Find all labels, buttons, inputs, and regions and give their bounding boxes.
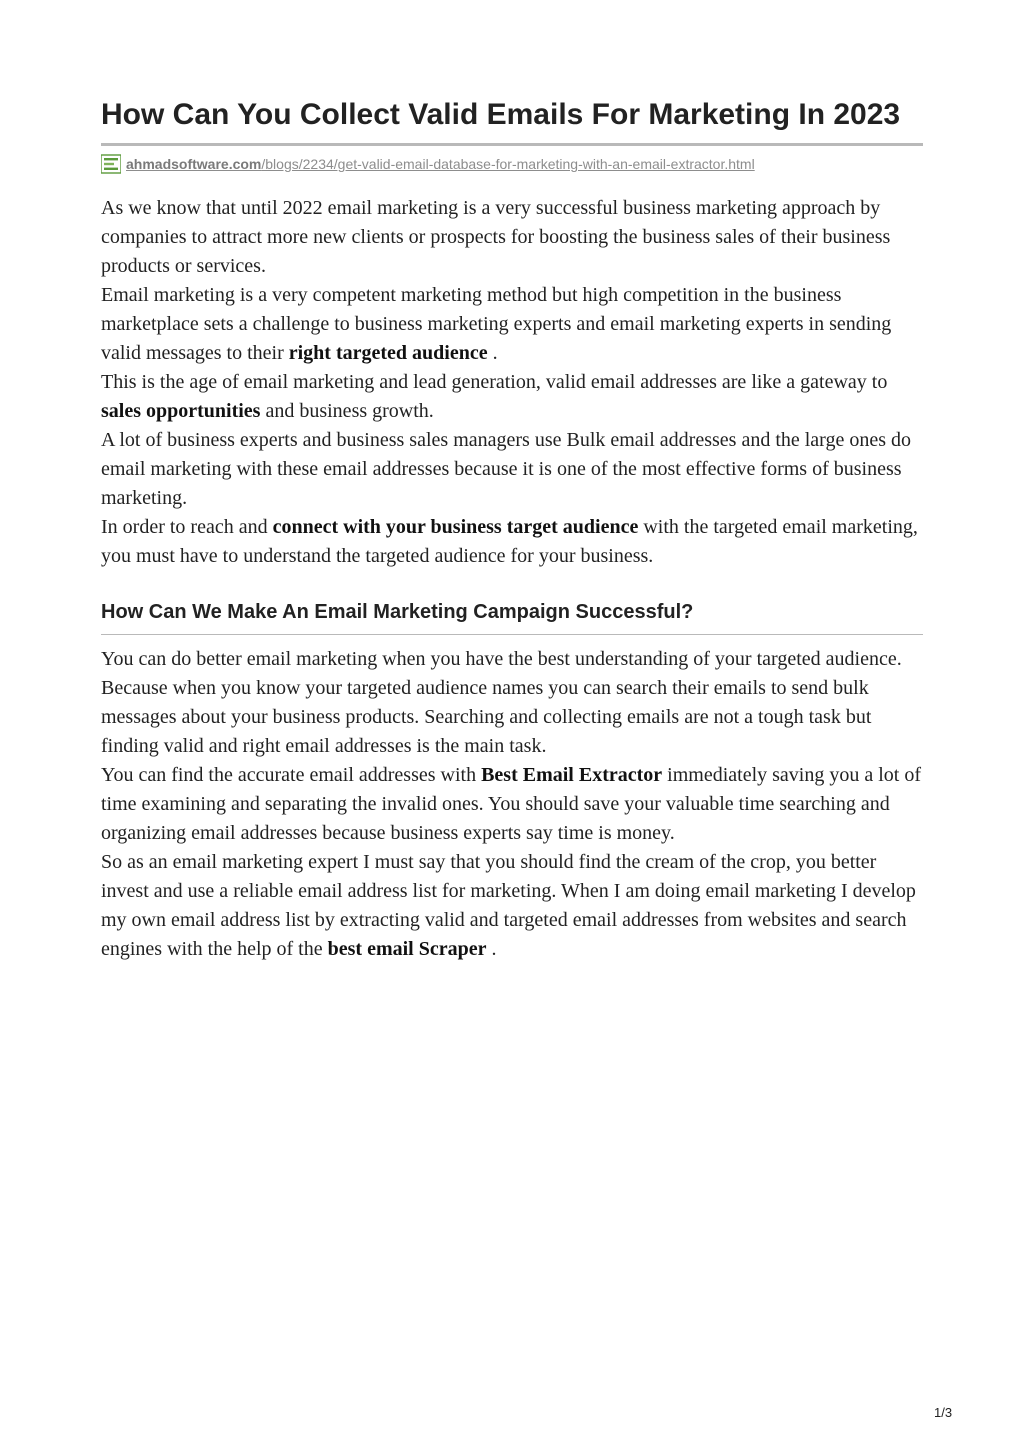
intro-paragraph-1: As we know that until 2022 email marketing is a very successful business marketing approach by companies to attract more new clients or prospects for boosting the business sales of their business products or services. (101, 197, 891, 277)
site-favicon-icon (101, 154, 121, 174)
page-title: How Can You Collect Valid Emails For Marketing In 2023 (101, 98, 901, 131)
intro-paragraph-5: In order to reach and connect with your business target audience with the targeted email marketing, you must have to understand the targeted audience for your business. (101, 516, 918, 567)
bold-sales-opportunities: sales opportunities (101, 400, 261, 422)
article-body (101, 194, 923, 964)
bold-connect-target-audience: connect with your business target audience (272, 516, 639, 538)
page-number: 1/3 (934, 1405, 953, 1420)
bold-best-email-scraper: best email Scraper (327, 938, 487, 960)
section-paragraph-1: You can do better email marketing when you have the best understanding of your targeted audience. Because when you know your targeted audience names you can search their emails to send bulk messages about your business products. Searching and collecting emails are not a tough task but finding valid and right email addresses is the main task. (101, 648, 902, 757)
intro-paragraph-4: A lot of business experts and business sales managers use Bulk email addresses and the large ones do email marketing with these email addresses because it is one of the most effective forms of business marketing. (101, 429, 912, 509)
document-page (101, 96, 923, 964)
section-paragraph-2: You can find the accurate email addresses with Best Email Extractor immediately saving you a lot of time examining and separating the invalid ones. You should save your valuable time searching and organizing email addresses because business experts say time is money. (101, 764, 921, 844)
source-domain: ahmadsoftware.com (126, 156, 262, 172)
bold-best-email-extractor: Best Email Extractor (481, 764, 663, 786)
source-path: /blogs/2234/get-valid-email-database-for-marketing-with-an-email-extractor.html (261, 156, 755, 172)
source-line (101, 152, 923, 176)
intro-paragraph-2: Email marketing is a very competent marketing method but high competition in the business marketplace sets a challenge to business marketing experts and email marketing experts in sending valid messages to their right targeted audience . (101, 284, 892, 364)
section-divider (101, 634, 923, 635)
title-divider (101, 143, 923, 146)
section-paragraph-3: So as an email marketing expert I must say that you should find the cream of the crop, you better invest and use a reliable email address list for marketing. When I am doing email marketing I develop my own email address list by extracting valid and targeted email addresses from websites and search engines with the help of the best email Scraper . (101, 851, 916, 960)
section-heading: How Can We Make An Email Marketing Campaign Successful? (101, 601, 694, 623)
source-url-link[interactable] (126, 156, 755, 172)
bold-right-targeted-audience: right targeted audience (288, 342, 488, 364)
intro-paragraph-3: This is the age of email marketing and lead generation, valid email addresses are like a gateway to sales opportunities and business growth. (101, 371, 888, 422)
